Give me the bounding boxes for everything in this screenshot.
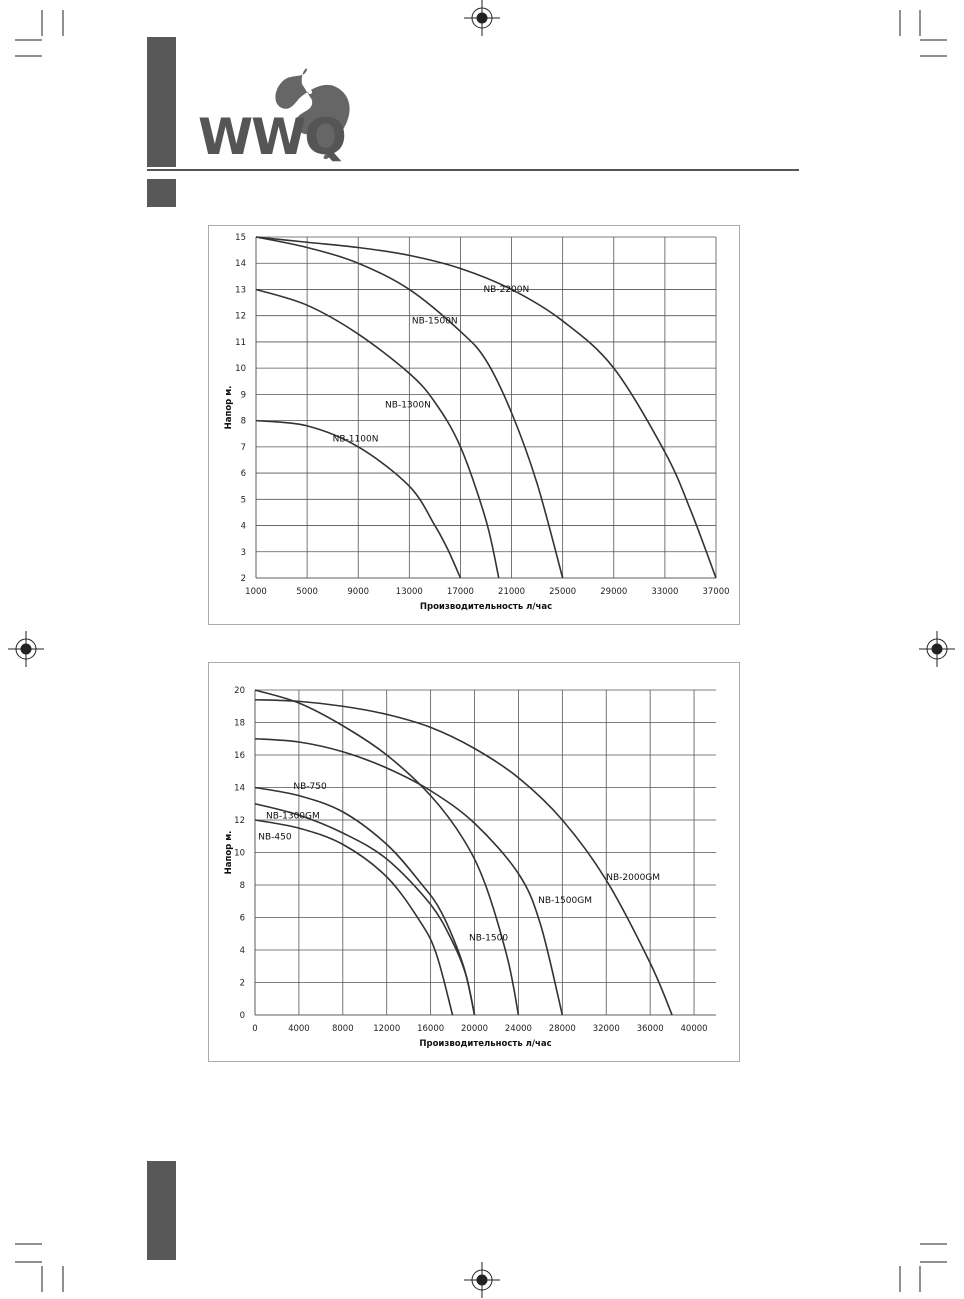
y-tick-label: 10 — [235, 364, 246, 375]
x-tick-label: 29000 — [600, 587, 628, 597]
x-tick-label: 12000 — [373, 1024, 401, 1034]
y-tick-label: 6 — [240, 469, 246, 480]
series-label-nb-1300gm: NB-1300GM — [265, 811, 320, 822]
y-tick-label: 8 — [239, 881, 245, 891]
chart-2-svg — [209, 663, 739, 1061]
x-tick-label: 0 — [252, 1024, 258, 1034]
series-label-nb-2000gm: NB-2000GM — [606, 873, 661, 884]
x-axis-title: Производительность л/час — [419, 1039, 552, 1049]
x-tick-label: 4000 — [288, 1024, 310, 1034]
section-marker — [147, 179, 176, 207]
series-label-nb-2200n: NB-2200N — [483, 285, 530, 296]
y-tick-label: 6 — [239, 913, 245, 924]
x-tick-label: 40000 — [680, 1024, 708, 1034]
x-tick-label: 5000 — [296, 587, 318, 597]
y-tick-label: 8 — [240, 416, 246, 427]
y-tick-label: 15 — [235, 233, 246, 243]
x-tick-label: 17000 — [446, 587, 474, 597]
x-tick-label: 9000 — [347, 587, 370, 597]
chart-1-frame — [208, 225, 740, 625]
x-tick-label: 1000 — [245, 587, 267, 597]
y-axis-title: Напор м. — [224, 830, 234, 875]
y-tick-label: 2 — [240, 574, 246, 584]
header-divider — [147, 169, 799, 171]
x-tick-label: 37000 — [702, 587, 730, 597]
y-tick-label: 18 — [234, 718, 245, 729]
y-tick-label: 7 — [240, 442, 246, 453]
series-label-nb-1100n: NB-1100N — [332, 434, 379, 445]
y-tick-label: 20 — [234, 686, 245, 696]
x-tick-label: 8000 — [331, 1024, 354, 1034]
y-tick-label: 12 — [234, 816, 245, 826]
x-tick-label: 20000 — [461, 1024, 489, 1034]
y-tick-label: 14 — [235, 259, 246, 270]
series-label-nb-1300n: NB-1300N — [385, 400, 431, 411]
x-tick-label: 28000 — [548, 1024, 576, 1034]
y-tick-label: 4 — [240, 521, 246, 532]
y-tick-label: 3 — [240, 547, 246, 558]
y-tick-label: 12 — [235, 311, 246, 322]
series-label-nb-1500: NB-1500 — [469, 933, 509, 944]
x-tick-label: 13000 — [395, 587, 423, 597]
series-label-nb-1500gm: NB-1500GM — [538, 895, 592, 906]
y-tick-label: 16 — [234, 751, 245, 761]
y-tick-label: 10 — [234, 848, 245, 859]
x-tick-label: 16000 — [417, 1024, 445, 1034]
series-line-nb-1500gm — [255, 739, 562, 1015]
y-tick-label: 9 — [240, 390, 246, 401]
y-tick-label: 11 — [235, 337, 246, 348]
y-axis-title: Напор м. — [224, 385, 234, 430]
x-tick-label: 36000 — [636, 1024, 664, 1034]
series-line-nb-750 — [255, 788, 475, 1016]
chart-2-frame — [208, 662, 740, 1062]
y-tick-label: 0 — [239, 1011, 245, 1021]
series-label-nb-450: NB-450 — [258, 832, 292, 843]
chart-1-svg — [209, 226, 739, 624]
x-tick-label: 24000 — [504, 1024, 532, 1034]
header-side-bar — [147, 37, 176, 167]
series-label-nb-1500n: NB-1500N — [411, 316, 458, 327]
series-label-nb-750: NB-750 — [293, 782, 327, 793]
footer-side-bar — [147, 1161, 176, 1260]
y-tick-label: 13 — [235, 285, 246, 296]
x-tick-label: 33000 — [651, 587, 679, 597]
x-tick-label: 21000 — [498, 587, 526, 597]
x-tick-label: 32000 — [592, 1024, 620, 1034]
y-tick-label: 2 — [239, 978, 245, 989]
x-tick-label: 25000 — [549, 587, 577, 597]
y-tick-label: 14 — [234, 783, 245, 794]
y-tick-label: 4 — [239, 946, 245, 956]
x-axis-title: Производительность л/час — [419, 602, 553, 612]
y-tick-label: 5 — [240, 495, 246, 506]
brand-logo-text: WWQ — [198, 108, 345, 166]
